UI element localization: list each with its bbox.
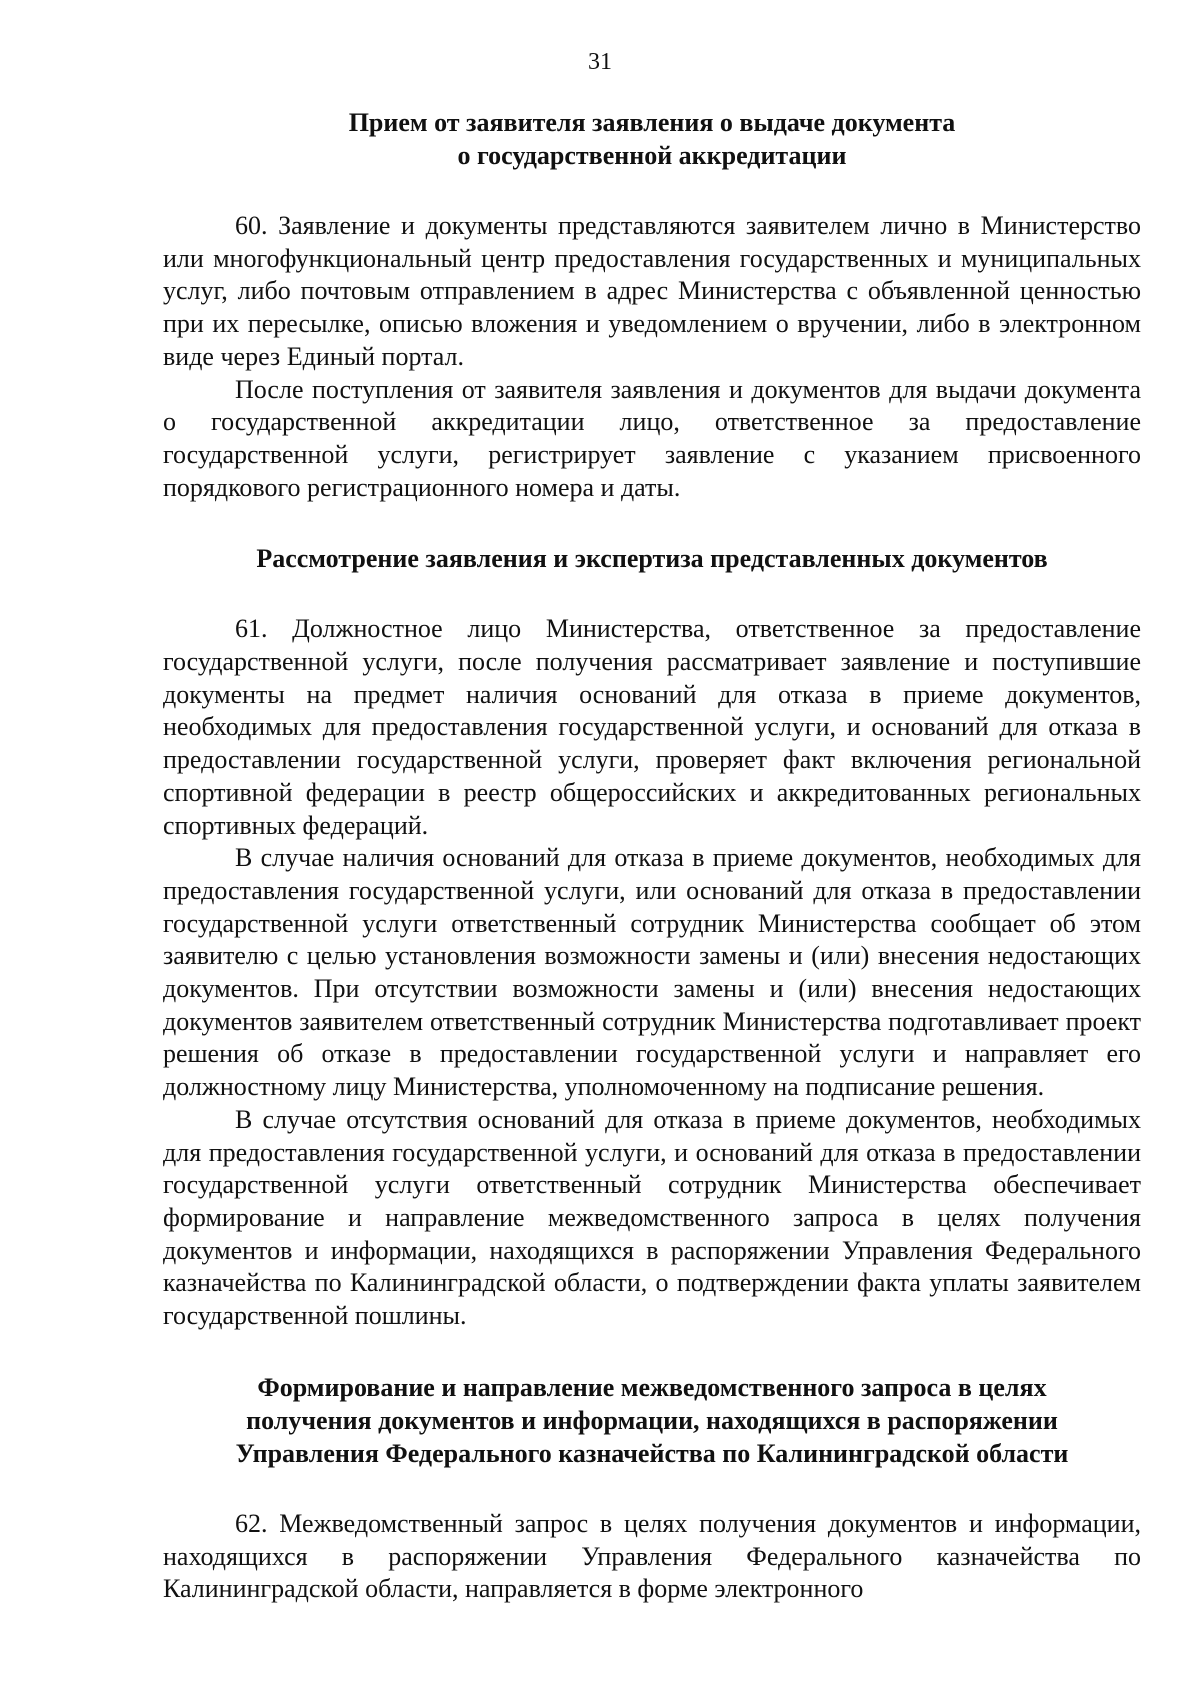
heading-line: Формирование и направление межведомственного запроса в целях (257, 1372, 1047, 1402)
paragraph: В случае наличия оснований для отказа в приеме документов, необходимых для предоставления государственной услуги, или оснований для отказа в предоставлении государственной услуги ответственный сотрудник Министерства сообщает об этом заявителю с целью установления возможности замены и (или) внесения недостающих документов. При отсутствии возможности замены и (или) внесения недостающих документов заявителем ответственный сотрудник Министерства подготавливает проект решения об отказе в предоставлении государственной услуги и направляет его должностному лицу Министерства, уполномоченному на подписание решения. (163, 843, 1141, 1102)
page-number: 31 (588, 49, 612, 75)
section-heading (163, 1371, 1141, 1470)
paragraph: В случае отсутствия оснований для отказа в приеме документов, необходимых для предоставления государственной услуги, и оснований для отказа в предоставлении государственной услуги ответственный сотрудник Министерства обеспечивает формирование и направление межведомственного запроса в целях получения документов и информации, находящихся в распоряжении Управления Федерального казначейства по Калининградской области, о подтверждении факта уплаты заявителем государственной пошлины. (163, 1104, 1141, 1331)
heading-line: Прием от заявителя заявления о выдаче документа (348, 108, 956, 137)
document-body (163, 106, 1141, 1606)
heading-line: о государственной аккредитации (457, 141, 847, 170)
heading-line: Управления Федерального казначейства по Калининградской области (235, 1438, 1069, 1468)
section-heading (163, 542, 1141, 575)
heading-line: Рассмотрение заявления и экспертиза представленных документов (256, 544, 1048, 574)
paragraph: После поступления от заявителя заявления и документов для выдачи документа о государственной аккредитации лицо, ответственное за предоставление государственной услуги, регистрирует заявление с указанием присвоенного порядкового регистрационного номера и даты. (163, 374, 1141, 502)
heading-line: получения документов и информации, находящихся в распоряжении (246, 1405, 1058, 1435)
paragraph: 60. Заявление и документы представляются заявителем лично в Министерство или многофункциональный центр предоставления государственных и муниципальных услуг, либо почтовым отправлением в адрес Министерства с объявленной ценностью при их пересылке, описью вложения и уведомлением о вручении, либо в электронном виде через Единый портал. (163, 211, 1141, 371)
paragraph: 61. Должностное лицо Министерства, ответственное за предоставление государственной услуги, после получения рассматривает заявление и поступившие документы на предмет наличия оснований для отказа в приеме документов, необходимых для предоставления государственной услуги, и оснований для отказа в предоставлении государственной услуги, проверяет факт включения региональной спортивной федерации в реестр общероссийских и аккредитованных региональных спортивных федераций. (163, 614, 1141, 840)
section-heading (163, 106, 1141, 172)
paragraph: 62. Межведомственный запрос в целях получения документов и информации, находящихся в распоряжении Управления Федерального казначейства по Калининградской области, направляется в форме электронного (163, 1508, 1141, 1604)
